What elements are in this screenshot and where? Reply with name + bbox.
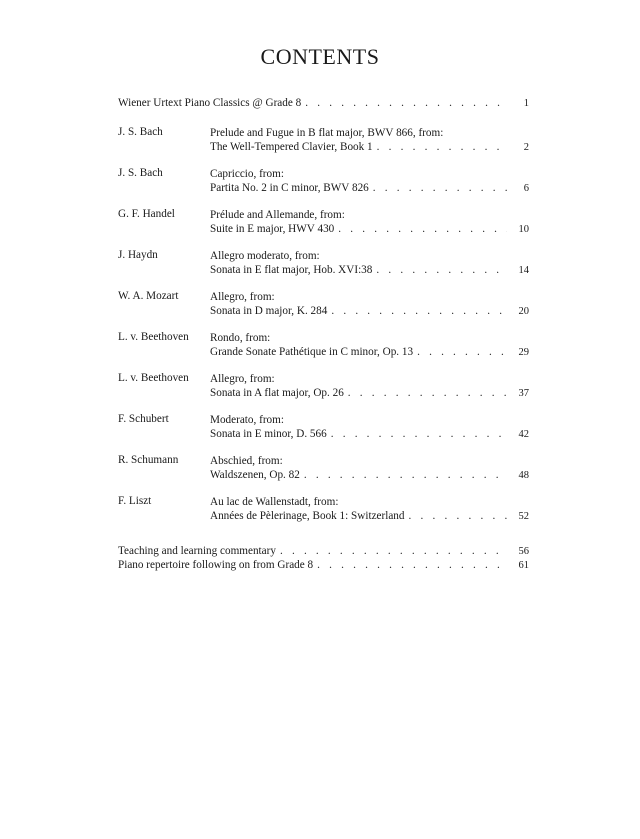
work-title xyxy=(210,372,529,400)
page-number: 14 xyxy=(518,265,529,276)
work-line-1: Allegro, from: xyxy=(210,373,275,385)
page-number: 42 xyxy=(518,429,529,440)
work-line-1: Prélude and Allemande, from: xyxy=(210,209,345,221)
composer-name: R. Schumann xyxy=(118,454,179,466)
appendix-title: Piano repertoire following on from Grade 8 xyxy=(118,559,314,571)
page-number: 56 xyxy=(518,546,529,557)
work-line-2: Suite in E major, HWV 430 xyxy=(210,223,335,235)
page-number: 10 xyxy=(518,224,529,235)
work-title xyxy=(210,126,529,154)
appendix-item[interactable] xyxy=(118,558,529,572)
page-number: 2 xyxy=(523,142,529,153)
page-number: 20 xyxy=(518,306,529,317)
composer-name: F. Schubert xyxy=(118,413,169,425)
leader-dots xyxy=(300,468,507,482)
work-line-1: Allegro moderato, from: xyxy=(210,250,320,262)
appendix-item[interactable] xyxy=(118,544,529,558)
work-line-1: Prelude and Fugue in B flat major, BWV 866, from: xyxy=(210,127,444,139)
leader-dots xyxy=(373,140,507,154)
composer-name: J. Haydn xyxy=(118,249,158,261)
work-line-2: Sonata in E minor, D. 566 xyxy=(210,428,327,440)
composer-name: G. F. Handel xyxy=(118,208,175,220)
work-title xyxy=(210,331,529,359)
page-number: 6 xyxy=(523,183,529,194)
work-title xyxy=(210,290,529,318)
appendix-title: Teaching and learning commentary xyxy=(118,545,276,557)
page-number: 37 xyxy=(518,388,529,399)
work-title xyxy=(210,249,529,277)
composer-name: F. Liszt xyxy=(118,495,152,507)
work-line-1: Moderato, from: xyxy=(210,414,284,426)
leader-dots xyxy=(313,558,507,572)
page-number: 48 xyxy=(518,470,529,481)
page-number: 52 xyxy=(518,511,529,522)
work-line-2: Sonata in E flat major, Hob. XVI:38 xyxy=(210,264,373,276)
page-title: CONTENTS xyxy=(260,44,380,69)
toc-intro[interactable] xyxy=(118,96,529,110)
page-number: 1 xyxy=(523,98,529,109)
leader-dots xyxy=(372,263,507,277)
work-line-2: Années de Pèlerinage, Book 1: Switzerland xyxy=(210,510,405,522)
work-title xyxy=(210,454,529,482)
work-line-2: Sonata in A flat major, Op. 26 xyxy=(210,387,344,399)
leader-dots xyxy=(327,427,507,441)
composer-name: J. S. Bach xyxy=(118,167,163,179)
work-title xyxy=(210,167,529,195)
work-line-1: Abschied, from: xyxy=(210,455,283,467)
page-number: 61 xyxy=(518,560,529,571)
leader-dots xyxy=(301,96,507,110)
work-line-2: Waldszenen, Op. 82 xyxy=(210,469,300,481)
leader-dots xyxy=(334,222,507,236)
work-title xyxy=(210,413,529,441)
work-line-2: The Well-Tempered Clavier, Book 1 xyxy=(210,141,373,153)
composer-name: L. v. Beethoven xyxy=(118,331,189,343)
toc-appendix xyxy=(118,544,529,572)
work-line-1: Capriccio, from: xyxy=(210,168,284,180)
work-line-2: Sonata in D major, K. 284 xyxy=(210,305,328,317)
leader-dots xyxy=(413,345,507,359)
leader-dots xyxy=(344,386,507,400)
intro-title: Wiener Urtext Piano Classics @ Grade 8 xyxy=(118,97,302,109)
work-line-1: Allegro, from: xyxy=(210,291,275,303)
leader-dots xyxy=(276,544,507,558)
composer-name: L. v. Beethoven xyxy=(118,372,189,384)
leader-dots xyxy=(327,304,507,318)
leader-dots xyxy=(369,181,507,195)
work-line-1: Rondo, from: xyxy=(210,332,271,344)
composer-name: W. A. Mozart xyxy=(118,290,179,302)
work-line-2: Partita No. 2 in C minor, BWV 826 xyxy=(210,182,369,194)
work-title xyxy=(210,495,529,523)
work-line-1: Au lac de Wallenstadt, from: xyxy=(210,496,339,508)
work-title xyxy=(210,208,529,236)
page-number: 29 xyxy=(518,347,529,358)
work-line-2: Grande Sonate Pathétique in C minor, Op. 13 xyxy=(210,346,414,358)
composer-name: J. S. Bach xyxy=(118,126,163,138)
leader-dots xyxy=(405,509,508,523)
